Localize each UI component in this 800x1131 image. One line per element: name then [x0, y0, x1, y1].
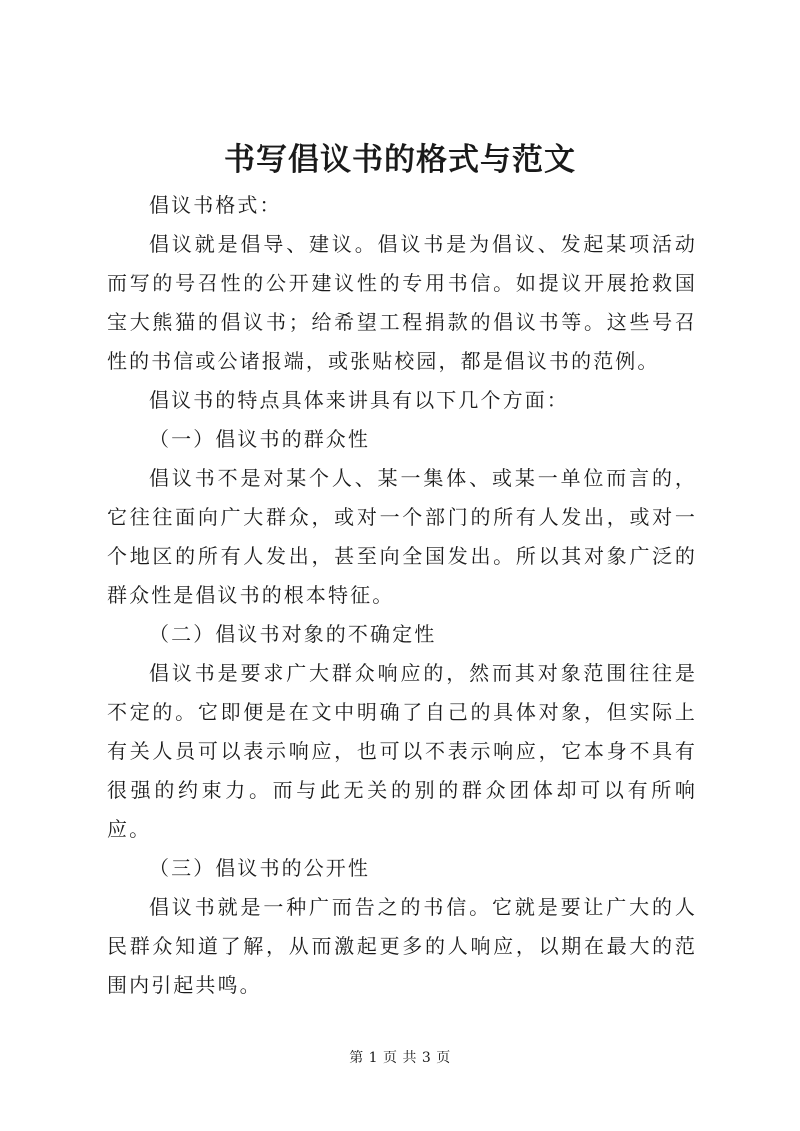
paragraph-mass: 倡议书不是对某个人、某一集体、或某一单位而言的，它往往面向广大群众，或对一个部门的所有人发出，或对一个地区的所有人发出，甚至向全国发出。所以其对象广泛的群众性是倡议书的根本特征。: [107, 466, 697, 607]
paragraph-format-heading: 倡议书格式：: [149, 193, 282, 217]
paragraph-definition: 倡议就是倡导、建议。倡议书是为倡议、发起某项活动而写的号召性的公开建议性的专用书信。如提议开展抢救国宝大熊猫的倡议书；给希望工程捐款的倡议书等。这些号召性的书信或公诸报端，或张贴校园，都是倡议书的范例。: [107, 232, 697, 373]
paragraph-uncertainty: 倡议书是要求广大群众响应的，然而其对象范围往往是不定的。它即便是在文中明确了自己的具体对象，但实际上有关人员可以表示响应，也可以不表示响应，它本身不具有很强的约束力。而与此无关的别的群众团体却可以有所响应。: [107, 661, 697, 841]
document-body: [107, 186, 697, 1005]
page-footer: 第 1 页 共 3 页: [349, 1050, 451, 1066]
section-heading-openness: （三）倡议书的公开性: [149, 856, 370, 880]
section-heading-uncertainty: （二）倡议书对象的不确定性: [149, 622, 437, 646]
section-heading-mass: （一）倡议书的群众性: [149, 427, 370, 451]
paragraph-features-intro: 倡议书的特点具体来讲具有以下几个方面：: [149, 388, 569, 412]
paragraph-openness: 倡议书就是一种广而告之的书信。它就是要让广大的人民群众知道了解，从而激起更多的人响应，以期在最大的范围内引起共鸣。: [107, 895, 697, 997]
document-title: 书写倡议书的格式与范文: [224, 142, 576, 178]
